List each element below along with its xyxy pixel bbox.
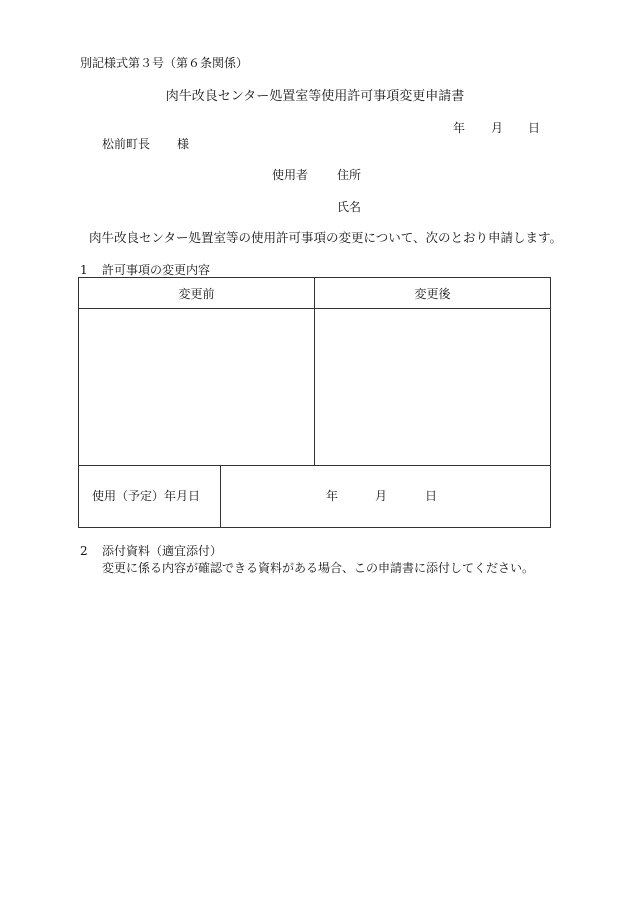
- addressee-name: 松前町長: [102, 137, 151, 151]
- after-change-field[interactable]: [316, 312, 548, 462]
- section2-note: 変更に係る内容が確認できる資料がある場合、この申請書に添付してください。: [102, 561, 535, 575]
- use-date-day-label: 日: [425, 489, 438, 503]
- section1-number: 1: [80, 263, 88, 277]
- intro-statement: 肉牛改良センター処置室等の使用許可事項の変更について、次のとおり申請します。: [89, 230, 563, 245]
- form-number: 別記様式第３号（第６条関係）: [80, 56, 249, 70]
- section2-title: 添付資料（適宜添付）: [102, 544, 223, 558]
- use-date-label: 使用（予定）年月日: [92, 489, 201, 503]
- table-border-bottom: [78, 527, 551, 528]
- after-change-header: 変更後: [414, 287, 451, 301]
- use-date-month-label: 月: [375, 489, 388, 503]
- date-day-label: 日: [528, 121, 541, 135]
- section1-title: 許可事項の変更内容: [102, 263, 211, 277]
- table-column-divider: [314, 277, 315, 466]
- before-change-header: 変更前: [178, 287, 215, 301]
- applicant-name-label: 氏名: [337, 200, 362, 214]
- document-title: 肉牛改良センター処置室等使用許可事項変更申請書: [165, 89, 465, 104]
- applicant-label: 使用者: [272, 168, 309, 182]
- before-change-field[interactable]: [80, 312, 312, 462]
- addressee-honorific: 様: [177, 137, 190, 151]
- table-border-right: [550, 277, 551, 528]
- applicant-address-label: 住所: [337, 168, 362, 182]
- table-border-left: [78, 277, 79, 528]
- table-date-divider: [220, 465, 221, 528]
- date-year-label: 年: [453, 121, 466, 135]
- use-date-year-label: 年: [326, 489, 339, 503]
- section2-number: 2: [80, 544, 88, 558]
- date-month-label: 月: [491, 121, 504, 135]
